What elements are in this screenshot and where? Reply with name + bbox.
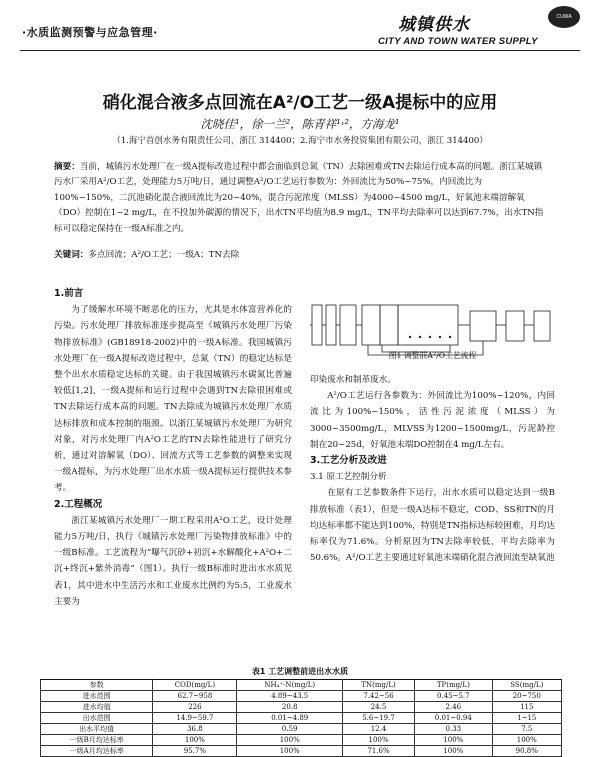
journal-section-label: ·水质监测预警与应急管理· (22, 26, 158, 39)
section-1-text: 为了缓解水环境不断恶化的压力，尤其是水体富营养化的污染。污水处理厂排放标准逐步提高至《城镇污水处理厂污染物排放标准》(GB18918-2002)中的一级A标准。我国城镇污水处理厂在一级A提标改造过程中，总氮（TN）的稳定达标是整个出水水质稳定达标的关键。由于我国城镇污水碳氮比普遍较低[1,2]，一级A提标和运行过程中会遇到TN去除很困难或TN去除运行成本高的问题。TN去除成为城镇污水处理厂水质达标排放和成本控制的瓶颈。以浙江某城镇污水处理厂为研究对象，对污水处理厂内A²O工艺的TN去除性能进行了研究分析，通过对溶解氧（DO）、回流方式等工艺参数的调整来实现一级A提标，为污水处理厂出水水质一级A提标运行提供技术参考。 (54, 305, 292, 494)
water-quality-table (40, 679, 562, 757)
keywords-text: 多点回流；A²/O工艺；一级A；TN去除 (88, 250, 240, 260)
section-2-parameters: A²/O工艺运行各参数为：外回流比为100%~120%，内回流比为100%~150%，活性污泥浓度（MLSS）为3000~3500mg/L，MLVSS为1200~1500mg/L，污泥龄控制在20~25d，好氧池末端DO控制在4 mg/L左右。 (310, 391, 555, 450)
table-header-cell: SS(mg/L) (492, 680, 561, 691)
table-header-cell: TP(mg/L) (415, 680, 493, 691)
keywords (54, 248, 544, 260)
table-cell: 24.5 (342, 702, 414, 713)
table-cell: 0.33 (415, 724, 493, 735)
table-row (41, 713, 562, 724)
abstract-text: 当前，城镇污水处理厂在一级A提标改造过程中都会面临到总氮（TN）去除困难或TN去除运行成本高的问题。浙江某城镇污水厂采用A²/O工艺，处理能力5万吨/日，通过调整A²/O工艺运行参数为：外回流比为50%~75%，内回流比为100%~150%，二沉池硝化混合液回流比为20~40%，混合污泥浓度（MLSS）为4000~4500 mg/L，好氧池末端溶解氧（DO）控制在1~2 mg/L，在不投加外碳源的情况下，出水TN平均值为8.9 mg/L，TN平均去除率可以达到67.7%，出水TN指标可以稳定保持在一级A标准之内。 (54, 162, 544, 234)
left-column (54, 286, 292, 610)
table-cell: 100% (415, 735, 493, 746)
table-cell: 14.9~59.7 (153, 713, 237, 724)
journal-logo-mark: CUWA (548, 6, 580, 28)
flow-box-anoxic (380, 305, 398, 345)
table-cell: 100% (237, 735, 343, 746)
table-cell: 90.8% (492, 746, 561, 757)
table-cell: 进水范围 (41, 691, 153, 702)
table-cell: 5.6~19.7 (342, 713, 414, 724)
table-cell: 100% (153, 735, 237, 746)
table-cell: 7.42~56 (342, 691, 414, 702)
keywords-label: 关键词： (54, 250, 89, 260)
table-header-cell: NH₄⁺-N(mg/L) (237, 680, 343, 691)
article-affiliation: （1.海宁首创水务有限责任公司，浙江 314400；2.海宁市水务投资集团有限公司，浙江 314400） (112, 136, 488, 146)
table-cell: 0.01~4.89 (237, 713, 343, 724)
table-row (41, 702, 562, 713)
article-title: 硝化混合液多点回流在A²/O工艺一级A提标中的应用 (102, 93, 498, 113)
table-1-caption: 表1 工艺调整前进出水水质 (251, 667, 349, 676)
flow-box-uv (534, 311, 550, 341)
section-2-heading: 2.工程概况 (54, 498, 103, 510)
header-rule (20, 50, 580, 51)
table-cell: 71.6% (342, 746, 414, 757)
table-cell: 进水均值 (41, 702, 153, 713)
table-cell: 出水范围 (41, 713, 153, 724)
table-cell: 226 (153, 702, 237, 713)
flow-box-grit (312, 305, 322, 345)
table-cell: 100% (237, 746, 343, 757)
table-header-cell: TN(mg/L) (342, 680, 414, 691)
section-2-continued: 印染废水和制革废水。 (310, 375, 396, 385)
section-2-text: 浙江某城镇污水处理厂一期工程采用A²O工艺，设计处理能力5万吨/日，执行《城镇污水处理厂污染物排放标准》中的一级B标准。工艺流程为“曝气沉砂+初沉+水解酸化+A²O+二沉+终沉+紫外消毒”（图1）。执行一级B标准时进出水水质见表1，其中进水中生活污水和工业废水比例约为5:5，工业废水主要为 (54, 515, 292, 607)
journal-logo-chinese: 城镇供水 (398, 15, 470, 35)
section-3-1-heading: 3.1 原工艺控制分析 (310, 472, 387, 483)
abstract-label: 摘要： (54, 162, 80, 172)
article-authors: 沈晓佳¹，徐一兰²，陈青祥¹˒²，方海龙¹ (200, 117, 400, 131)
table-cell: 115 (492, 702, 561, 713)
abstract (54, 160, 544, 237)
table-cell: 2.46 (415, 702, 493, 713)
right-column (310, 372, 555, 566)
table-cell: 12.4 (342, 724, 414, 735)
flow-box-primary (326, 305, 336, 345)
section-1-heading: 1.前言 (54, 288, 84, 299)
table-cell: 7.5 (492, 724, 561, 735)
table-row (41, 724, 562, 735)
table-cell: 0.59 (237, 724, 343, 735)
flow-box-hydrolysis (340, 305, 356, 345)
table-cell: 100% (342, 735, 414, 746)
table-header-cell: COD(mg/L) (153, 680, 237, 691)
table-header-row (41, 680, 562, 691)
table-cell: 0.01~0.94 (415, 713, 493, 724)
table-cell: 1~15 (492, 713, 561, 724)
table-cell: 一级B月均达标率 (41, 735, 153, 746)
table-cell: 20.8 (237, 702, 343, 713)
table-cell: 62.7~958 (153, 691, 237, 702)
table-cell: 4.89~43.5 (237, 691, 343, 702)
table-cell: 100% (415, 746, 493, 757)
journal-logo-english: CITY AND TOWN WATER SUPPLY (378, 36, 538, 47)
section-3-1-text: 在原有工艺参数条件下运行，出水水质可以稳定达到一级B排放标准（表1），但是一级A达标不稳定，COD、SS和TN的月均达标率都不能达到100%，特别是TN指标达标较困难，月均达标率仅为71.6%。分析原因为TN去除率较低，平均去除率为50.6%。A²/O工艺主要通过好氧池末端硝化混合液回流至缺氧池 (310, 488, 555, 564)
table-row (41, 691, 562, 702)
table-header-cell: 参数 (41, 680, 153, 691)
section-3-heading: 3.工艺分析及改进 (310, 455, 387, 467)
table-cell: 20~750 (492, 691, 561, 702)
flow-box-aerobic (398, 305, 458, 345)
flow-box-final (506, 311, 524, 341)
table-cell: 95.7% (153, 746, 237, 757)
table-row (41, 746, 562, 757)
table-cell: 出水平均值 (41, 724, 153, 735)
table-cell: 0.45~5.7 (415, 691, 493, 702)
table-cell: 一级A月均达标率 (41, 746, 153, 757)
flow-box-secondary (470, 311, 496, 341)
table-cell: 36.8 (153, 724, 237, 735)
figure-1-caption: 图1 调整前A²/O工艺流程 (388, 351, 477, 360)
table-cell: 100% (492, 735, 561, 746)
flow-box-anaerobic (362, 305, 380, 345)
